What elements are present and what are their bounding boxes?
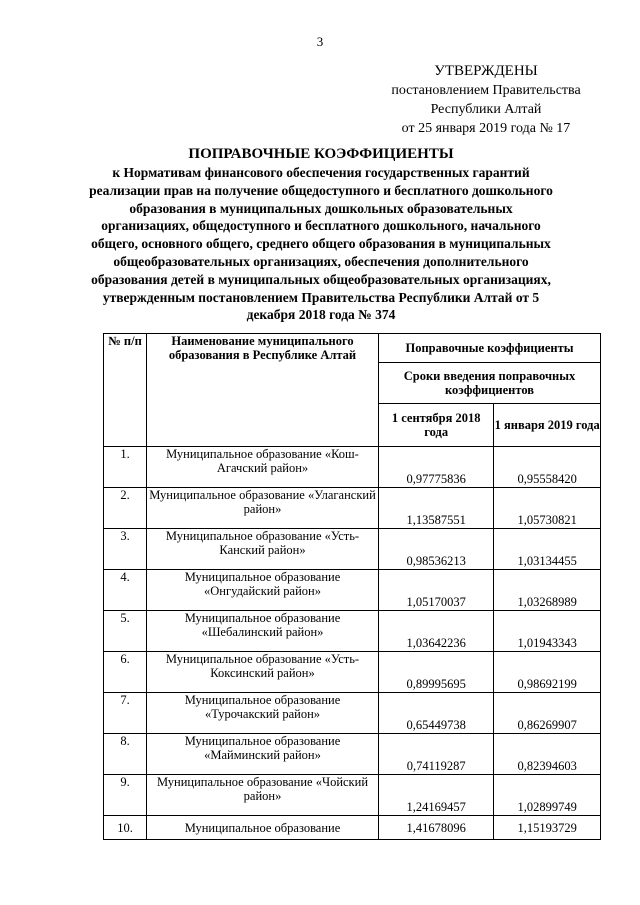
row-value-jan-2019: 0,95558420 bbox=[494, 447, 601, 488]
row-number: 9. bbox=[104, 775, 147, 816]
row-municipality: Муниципальное образование «Шебалинский район» bbox=[147, 611, 379, 652]
row-value-sep-2018: 1,13587551 bbox=[379, 488, 494, 529]
table-row bbox=[104, 693, 601, 734]
row-number: 6. bbox=[104, 652, 147, 693]
row-number: 2. bbox=[104, 488, 147, 529]
row-number: 1. bbox=[104, 447, 147, 488]
approval-line-2: Республики Алтай bbox=[430, 102, 542, 117]
table-row bbox=[104, 775, 601, 816]
row-municipality: Муниципальное образование «Усть-Канский район» bbox=[147, 529, 379, 570]
row-value-sep-2018: 0,74119287 bbox=[379, 734, 494, 775]
row-value-jan-2019: 1,01943343 bbox=[494, 611, 601, 652]
row-municipality: Муниципальное образование bbox=[147, 816, 379, 840]
page-number: 3 bbox=[316, 34, 324, 49]
approval-heading: УТВЕРЖДЕНЫ bbox=[434, 63, 538, 79]
table-row bbox=[104, 488, 601, 529]
row-value-jan-2019: 1,03268989 bbox=[494, 570, 601, 611]
title-block bbox=[88, 145, 554, 324]
row-value-sep-2018: 1,24169457 bbox=[379, 775, 494, 816]
row-value-jan-2019: 1,15193729 bbox=[494, 816, 601, 840]
header-coefficients: Поправочные коэффициенты bbox=[379, 334, 601, 363]
row-municipality: Муниципальное образование «Чойский район» bbox=[147, 775, 379, 816]
row-municipality: Муниципальное образование «Улаганский район» bbox=[147, 488, 379, 529]
table-row bbox=[104, 529, 601, 570]
table-row bbox=[104, 611, 601, 652]
row-value-sep-2018: 0,65449738 bbox=[379, 693, 494, 734]
table-row bbox=[104, 447, 601, 488]
row-municipality: Муниципальное образование «Кош-Агачский район» bbox=[147, 447, 379, 488]
header-date-1: 1 сентября 2018 года bbox=[379, 404, 494, 447]
header-period: Сроки введения поправочных коэффициентов bbox=[379, 363, 601, 404]
approval-block bbox=[356, 62, 616, 138]
row-value-sep-2018: 1,41678096 bbox=[379, 816, 494, 840]
document-subtitle: к Нормативам финансового обеспечения государственных гарантий реализации прав на получение общедоступного и бесплатного дошкольного образования в муниципальных дошкольных образовательных организациях, общедоступного и бесплатного дошкольного, начального общего, основного общего, среднего общего образования в муниципальных общеобразовательных организациях, обеспечения дополнительного образования детей в муниципальных общеобразовательных организациях, утвержденным постановлением Правительства Республики Алтай от 5 декабря 2018 года № 374 bbox=[89, 165, 553, 323]
header-number: № п/п bbox=[104, 334, 147, 447]
table-row bbox=[104, 652, 601, 693]
document-title: ПОПРАВОЧНЫЕ КОЭФФИЦИЕНТЫ bbox=[188, 146, 454, 162]
row-number: 3. bbox=[104, 529, 147, 570]
approval-line-3: от 25 января 2019 года № 17 bbox=[401, 121, 571, 136]
row-municipality: Муниципальное образование «Турочакский район» bbox=[147, 693, 379, 734]
row-value-sep-2018: 0,98536213 bbox=[379, 529, 494, 570]
coefficients-table bbox=[103, 333, 601, 840]
row-value-jan-2019: 1,05730821 bbox=[494, 488, 601, 529]
row-value-sep-2018: 1,05170037 bbox=[379, 570, 494, 611]
row-value-jan-2019: 0,98692199 bbox=[494, 652, 601, 693]
row-value-jan-2019: 1,03134455 bbox=[494, 529, 601, 570]
row-number: 8. bbox=[104, 734, 147, 775]
row-municipality: Муниципальное образование «Майминский район» bbox=[147, 734, 379, 775]
header-municipality: Наименование муниципального образования в Республике Алтай bbox=[147, 334, 379, 447]
approval-line-1: постановлением Правительства bbox=[391, 83, 581, 98]
row-value-jan-2019: 1,02899749 bbox=[494, 775, 601, 816]
row-municipality: Муниципальное образование «Онгудайский район» bbox=[147, 570, 379, 611]
table-row bbox=[104, 734, 601, 775]
header-date-2: 1 января 2019 года bbox=[494, 404, 601, 447]
row-number: 10. bbox=[104, 816, 147, 840]
row-number: 7. bbox=[104, 693, 147, 734]
row-municipality: Муниципальное образование «Усть-Коксинский район» bbox=[147, 652, 379, 693]
row-number: 4. bbox=[104, 570, 147, 611]
table-row bbox=[104, 570, 601, 611]
row-value-jan-2019: 0,86269907 bbox=[494, 693, 601, 734]
row-value-sep-2018: 0,89995695 bbox=[379, 652, 494, 693]
row-value-sep-2018: 1,03642236 bbox=[379, 611, 494, 652]
row-number: 5. bbox=[104, 611, 147, 652]
row-value-jan-2019: 0,82394603 bbox=[494, 734, 601, 775]
row-value-sep-2018: 0,97775836 bbox=[379, 447, 494, 488]
table-row bbox=[104, 816, 601, 840]
